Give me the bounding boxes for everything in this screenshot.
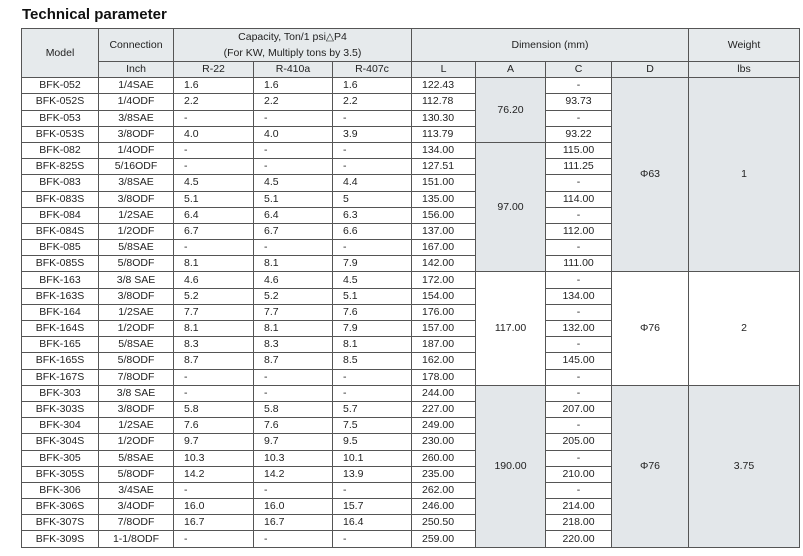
cell-r410a: 5.2 (254, 288, 333, 304)
cell-r410a: - (254, 142, 333, 158)
cell-r410a: 14.2 (254, 466, 333, 482)
cell-r407c: 8.5 (333, 353, 412, 369)
cell-c: 214.00 (546, 499, 612, 515)
cell-r407c: - (333, 369, 412, 385)
cell-l: 135.00 (412, 191, 476, 207)
cell-r22: 10.3 (174, 450, 254, 466)
cell-r410a: 6.4 (254, 207, 333, 223)
page-title: Technical parameter (22, 6, 167, 23)
cell-r407c: 6.6 (333, 223, 412, 239)
header-weight: Weight (689, 29, 800, 62)
cell-r407c: - (333, 482, 412, 498)
cell-c: 205.00 (546, 434, 612, 450)
cell-d: Φ76 (612, 272, 689, 385)
header-r22: R-22 (174, 62, 254, 78)
cell-r407c: 3.9 (333, 126, 412, 142)
cell-c: 111.25 (546, 159, 612, 175)
cell-l: 230.00 (412, 434, 476, 450)
cell-a: 76.20 (476, 78, 546, 143)
cell-c: 115.00 (546, 142, 612, 158)
cell-l: 260.00 (412, 450, 476, 466)
cell-l: 162.00 (412, 353, 476, 369)
table-row (22, 78, 800, 94)
cell-model: BFK-304S (22, 434, 99, 450)
cell-model: BFK-085S (22, 256, 99, 272)
cell-r410a: 16.0 (254, 499, 333, 515)
cell-model: BFK-165 (22, 337, 99, 353)
cell-l: 227.00 (412, 401, 476, 417)
cell-connection: 3/8 SAE (99, 272, 174, 288)
cell-r410a: 10.3 (254, 450, 333, 466)
cell-connection: 3/8SAE (99, 110, 174, 126)
table-row (22, 385, 800, 401)
cell-r407c: - (333, 385, 412, 401)
cell-l: 235.00 (412, 466, 476, 482)
cell-l: 249.00 (412, 418, 476, 434)
cell-model: BFK-307S (22, 515, 99, 531)
technical-parameter-table (21, 28, 800, 548)
cell-r22: 8.7 (174, 353, 254, 369)
cell-r410a: 16.7 (254, 515, 333, 531)
cell-r22: - (174, 482, 254, 498)
cell-c: 218.00 (546, 515, 612, 531)
cell-a: 117.00 (476, 272, 546, 385)
cell-r22: 16.0 (174, 499, 254, 515)
cell-r410a: 7.7 (254, 304, 333, 320)
cell-connection: 1/2SAE (99, 304, 174, 320)
cell-r407c: - (333, 159, 412, 175)
cell-r22: 4.0 (174, 126, 254, 142)
cell-r410a: 4.6 (254, 272, 333, 288)
cell-model: BFK-825S (22, 159, 99, 175)
cell-r410a: 1.6 (254, 78, 333, 94)
cell-model: BFK-164 (22, 304, 99, 320)
cell-connection: 5/16ODF (99, 159, 174, 175)
cell-model: BFK-303S (22, 401, 99, 417)
cell-r407c: 7.9 (333, 321, 412, 337)
cell-c: 134.00 (546, 288, 612, 304)
header-l: L (412, 62, 476, 78)
cell-model: BFK-085 (22, 240, 99, 256)
cell-model: BFK-083 (22, 175, 99, 191)
cell-connection: 3/4ODF (99, 499, 174, 515)
cell-r22: 5.1 (174, 191, 254, 207)
cell-l: 250.50 (412, 515, 476, 531)
cell-c: - (546, 272, 612, 288)
cell-l: 157.00 (412, 321, 476, 337)
cell-l: 259.00 (412, 531, 476, 547)
cell-c: - (546, 450, 612, 466)
header-capacity (174, 29, 412, 62)
cell-r407c: 2.2 (333, 94, 412, 110)
cell-l: 142.00 (412, 256, 476, 272)
cell-model: BFK-052 (22, 78, 99, 94)
cell-r407c: 7.6 (333, 304, 412, 320)
cell-connection: 3/8ODF (99, 401, 174, 417)
cell-model: BFK-309S (22, 531, 99, 547)
cell-c: 93.73 (546, 94, 612, 110)
cell-model: BFK-082 (22, 142, 99, 158)
cell-connection: 1-1/8ODF (99, 531, 174, 547)
cell-r407c: 5 (333, 191, 412, 207)
cell-r22: 14.2 (174, 466, 254, 482)
cell-l: 178.00 (412, 369, 476, 385)
cell-r407c: 16.4 (333, 515, 412, 531)
cell-c: - (546, 482, 612, 498)
cell-l: 134.00 (412, 142, 476, 158)
cell-model: BFK-084 (22, 207, 99, 223)
cell-connection: 1/4ODF (99, 142, 174, 158)
cell-r22: - (174, 240, 254, 256)
cell-r410a: 4.0 (254, 126, 333, 142)
cell-connection: 1/2SAE (99, 207, 174, 223)
cell-model: BFK-163 (22, 272, 99, 288)
cell-r407c: 1.6 (333, 78, 412, 94)
cell-l: 113.79 (412, 126, 476, 142)
cell-r410a: 7.6 (254, 418, 333, 434)
cell-r410a: - (254, 159, 333, 175)
cell-c: 145.00 (546, 353, 612, 369)
cell-c: - (546, 385, 612, 401)
cell-model: BFK-305 (22, 450, 99, 466)
cell-r410a: 6.7 (254, 223, 333, 239)
cell-r22: - (174, 159, 254, 175)
cell-r407c: 4.5 (333, 272, 412, 288)
cell-r22: 6.7 (174, 223, 254, 239)
cell-r22: 7.6 (174, 418, 254, 434)
cell-l: 156.00 (412, 207, 476, 223)
table-row (22, 272, 800, 288)
cell-connection: 3/4SAE (99, 482, 174, 498)
cell-r407c: 9.5 (333, 434, 412, 450)
capacity-line-2: (For KW, Multiply tons by 3.5) (223, 47, 362, 59)
header-lbs: lbs (689, 62, 800, 78)
cell-r410a: 2.2 (254, 94, 333, 110)
cell-connection: 1/4SAE (99, 78, 174, 94)
cell-model: BFK-305S (22, 466, 99, 482)
cell-weight: 3.75 (689, 385, 800, 547)
cell-connection: 7/8ODF (99, 369, 174, 385)
cell-connection: 1/2ODF (99, 434, 174, 450)
cell-model: BFK-053 (22, 110, 99, 126)
cell-model: BFK-165S (22, 353, 99, 369)
cell-r22: 16.7 (174, 515, 254, 531)
cell-c: - (546, 78, 612, 94)
cell-r407c: - (333, 531, 412, 547)
cell-r407c: - (333, 240, 412, 256)
cell-c: - (546, 175, 612, 191)
cell-c: - (546, 207, 612, 223)
cell-l: 176.00 (412, 304, 476, 320)
cell-l: 127.51 (412, 159, 476, 175)
cell-r410a: - (254, 110, 333, 126)
cell-r22: 6.4 (174, 207, 254, 223)
cell-c: - (546, 110, 612, 126)
cell-weight: 1 (689, 78, 800, 272)
cell-r22: 8.1 (174, 321, 254, 337)
cell-l: 130.30 (412, 110, 476, 126)
header-a: A (476, 62, 546, 78)
cell-model: BFK-052S (22, 94, 99, 110)
cell-r407c: - (333, 142, 412, 158)
cell-c: 220.00 (546, 531, 612, 547)
cell-connection: 1/2ODF (99, 223, 174, 239)
header-dimension: Dimension (mm) (412, 29, 689, 62)
cell-r410a: 5.1 (254, 191, 333, 207)
cell-d: Φ76 (612, 385, 689, 547)
cell-r22: - (174, 531, 254, 547)
cell-c: - (546, 240, 612, 256)
cell-c: - (546, 304, 612, 320)
cell-r410a: 5.8 (254, 401, 333, 417)
cell-l: 172.00 (412, 272, 476, 288)
capacity-line-1: Capacity, Ton/1 psi△P4 (238, 31, 347, 43)
cell-model: BFK-167S (22, 369, 99, 385)
cell-l: 154.00 (412, 288, 476, 304)
cell-c: 111.00 (546, 256, 612, 272)
cell-a: 190.00 (476, 385, 546, 547)
cell-l: 246.00 (412, 499, 476, 515)
cell-r22: 8.3 (174, 337, 254, 353)
cell-model: BFK-304 (22, 418, 99, 434)
cell-r410a: - (254, 240, 333, 256)
cell-r22: 2.2 (174, 94, 254, 110)
cell-l: 262.00 (412, 482, 476, 498)
header-c: C (546, 62, 612, 78)
cell-r22: 7.7 (174, 304, 254, 320)
cell-l: 151.00 (412, 175, 476, 191)
cell-connection: 3/8ODF (99, 288, 174, 304)
cell-a: 97.00 (476, 142, 546, 272)
header-r410a: R-410a (254, 62, 333, 78)
cell-c: 114.00 (546, 191, 612, 207)
cell-l: 122.43 (412, 78, 476, 94)
cell-r410a: 8.1 (254, 256, 333, 272)
cell-c: 93.22 (546, 126, 612, 142)
cell-l: 167.00 (412, 240, 476, 256)
cell-r22: 1.6 (174, 78, 254, 94)
cell-model: BFK-164S (22, 321, 99, 337)
cell-c: 207.00 (546, 401, 612, 417)
cell-c: - (546, 418, 612, 434)
header-r407c: R-407c (333, 62, 412, 78)
cell-c: - (546, 337, 612, 353)
cell-r410a: - (254, 531, 333, 547)
cell-r410a: 8.3 (254, 337, 333, 353)
cell-model: BFK-053S (22, 126, 99, 142)
cell-r407c: 4.4 (333, 175, 412, 191)
cell-r22: - (174, 142, 254, 158)
cell-l: 112.78 (412, 94, 476, 110)
cell-connection: 5/8SAE (99, 450, 174, 466)
cell-r22: - (174, 369, 254, 385)
cell-connection: 1/2ODF (99, 321, 174, 337)
cell-r407c: - (333, 110, 412, 126)
cell-connection: 1/2SAE (99, 418, 174, 434)
cell-c: 132.00 (546, 321, 612, 337)
cell-connection: 5/8ODF (99, 256, 174, 272)
cell-r407c: 7.5 (333, 418, 412, 434)
cell-r22: 5.8 (174, 401, 254, 417)
cell-connection: 1/4ODF (99, 94, 174, 110)
cell-r407c: 10.1 (333, 450, 412, 466)
cell-r410a: - (254, 385, 333, 401)
cell-model: BFK-084S (22, 223, 99, 239)
cell-c: 210.00 (546, 466, 612, 482)
cell-r407c: 15.7 (333, 499, 412, 515)
cell-r410a: 9.7 (254, 434, 333, 450)
cell-r22: - (174, 385, 254, 401)
cell-r407c: 5.1 (333, 288, 412, 304)
cell-r407c: 7.9 (333, 256, 412, 272)
cell-c: 112.00 (546, 223, 612, 239)
header-inch: Inch (99, 62, 174, 78)
cell-connection: 5/8SAE (99, 337, 174, 353)
cell-r410a: - (254, 369, 333, 385)
cell-r410a: 8.1 (254, 321, 333, 337)
table-body (22, 78, 800, 547)
cell-r22: 4.6 (174, 272, 254, 288)
cell-connection: 5/8ODF (99, 466, 174, 482)
cell-d: Φ63 (612, 78, 689, 272)
cell-model: BFK-083S (22, 191, 99, 207)
cell-r407c: 8.1 (333, 337, 412, 353)
header-d: D (612, 62, 689, 78)
cell-connection: 5/8SAE (99, 240, 174, 256)
cell-r410a: 4.5 (254, 175, 333, 191)
cell-r407c: 5.7 (333, 401, 412, 417)
cell-l: 137.00 (412, 223, 476, 239)
cell-connection: 7/8ODF (99, 515, 174, 531)
header-model: Model (22, 29, 99, 78)
cell-weight: 2 (689, 272, 800, 385)
cell-model: BFK-303 (22, 385, 99, 401)
cell-connection: 3/8ODF (99, 191, 174, 207)
cell-r22: 5.2 (174, 288, 254, 304)
cell-r407c: 6.3 (333, 207, 412, 223)
cell-connection: 5/8ODF (99, 353, 174, 369)
cell-r22: 9.7 (174, 434, 254, 450)
cell-connection: 3/8ODF (99, 126, 174, 142)
cell-r22: 8.1 (174, 256, 254, 272)
cell-r22: - (174, 110, 254, 126)
cell-r410a: - (254, 482, 333, 498)
cell-r410a: 8.7 (254, 353, 333, 369)
cell-model: BFK-306 (22, 482, 99, 498)
cell-r22: 4.5 (174, 175, 254, 191)
cell-model: BFK-306S (22, 499, 99, 515)
cell-l: 244.00 (412, 385, 476, 401)
cell-connection: 3/8SAE (99, 175, 174, 191)
cell-connection: 3/8 SAE (99, 385, 174, 401)
cell-c: - (546, 369, 612, 385)
cell-r407c: 13.9 (333, 466, 412, 482)
header-connection: Connection (99, 29, 174, 62)
cell-l: 187.00 (412, 337, 476, 353)
cell-model: BFK-163S (22, 288, 99, 304)
